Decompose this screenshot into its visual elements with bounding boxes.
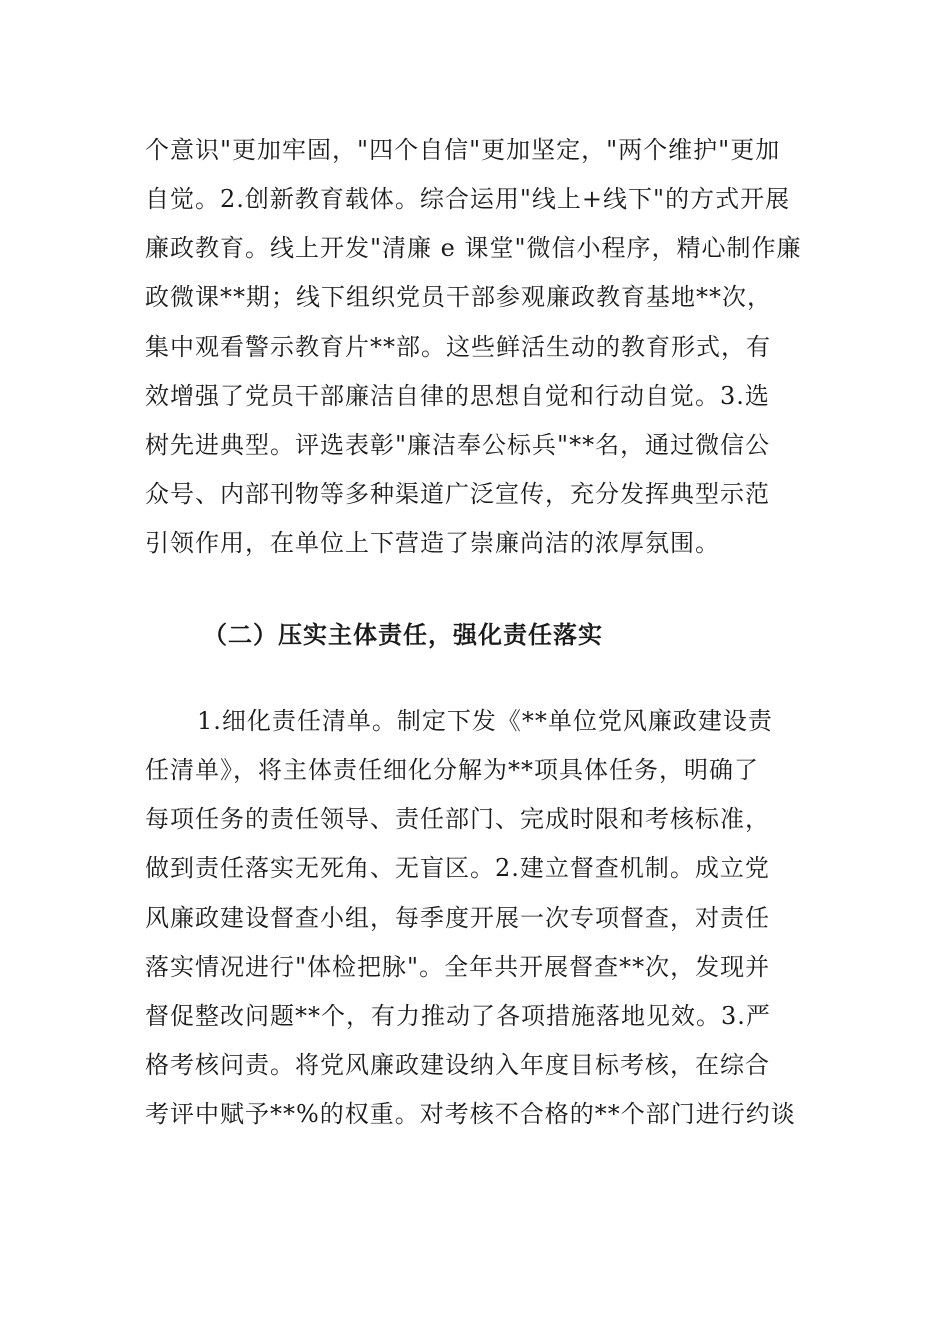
paragraph-1-line-9: 引领作用，在单位上下营造了崇廉尚洁的浓厚氛围。 bbox=[145, 529, 720, 557]
paragraph-1-line-6: 效增强了党员干部廉洁自律的思想自觉和行动自觉。3.选 bbox=[145, 382, 770, 410]
paragraph-1-line-2: 自觉。2.创新教育载体。综合运用"线上+线下"的方式开展 bbox=[145, 185, 791, 213]
paragraph-2-line-8: 格考核问责。将党风廉政建设纳入年度目标考核，在综合 bbox=[145, 1051, 770, 1079]
section-heading: （二）压实主体责任，强化责任落实 bbox=[203, 620, 603, 649]
paragraph-2-line-1: 1.细化责任清单。制定下发《**单位党风廉政建设责 bbox=[197, 707, 773, 735]
paragraph-1-line-5: 集中观看警示教育片**部。这些鲜活生动的教育形式，有 bbox=[145, 333, 771, 361]
paragraph-2-line-6: 落实情况进行"体检把脉"。全年共开展督查**次，发现并 bbox=[145, 953, 771, 981]
paragraph-1-line-8: 众号、内部刊物等多种渠道广泛宣传，充分发挥典型示范 bbox=[145, 480, 770, 508]
paragraph-2-line-9: 考评中赋予**%的权重。对考核不合格的**个部门进行约谈 bbox=[145, 1100, 796, 1128]
paragraph-1-line-4: 政微课**期；线下组织党员干部参观廉政教育基地**次， bbox=[145, 283, 772, 311]
paragraph-2-line-3: 每项任务的责任领导、责任部门、完成时限和考核标准， bbox=[145, 805, 770, 833]
paragraph-2-line-2: 任清单》，将主体责任细化分解为**项具体任务，明确了 bbox=[145, 756, 759, 784]
paragraph-2-line-4: 做到责任落实无死角、无盲区。2.建立督查机制。成立党 bbox=[145, 854, 770, 882]
paragraph-1-line-1: 个意识"更加牢固，"四个自信"更加坚定，"两个维护"更加 bbox=[145, 136, 781, 164]
paragraph-2-line-7: 督促整改问题**个，有力推动了各项措施落地见效。3.严 bbox=[145, 1002, 771, 1030]
paragraph-1-line-7: 树先进典型。评选表彰"廉洁奉公标兵"**名，通过微信公 bbox=[145, 431, 771, 459]
paragraph-1-line-3: 廉政教育。线上开发"清廉 e 课堂"微信小程序，精心制作廉 bbox=[145, 234, 802, 262]
paragraph-2-line-5: 风廉政建设督查小组，每季度开展一次专项督查，对责任 bbox=[145, 904, 770, 932]
